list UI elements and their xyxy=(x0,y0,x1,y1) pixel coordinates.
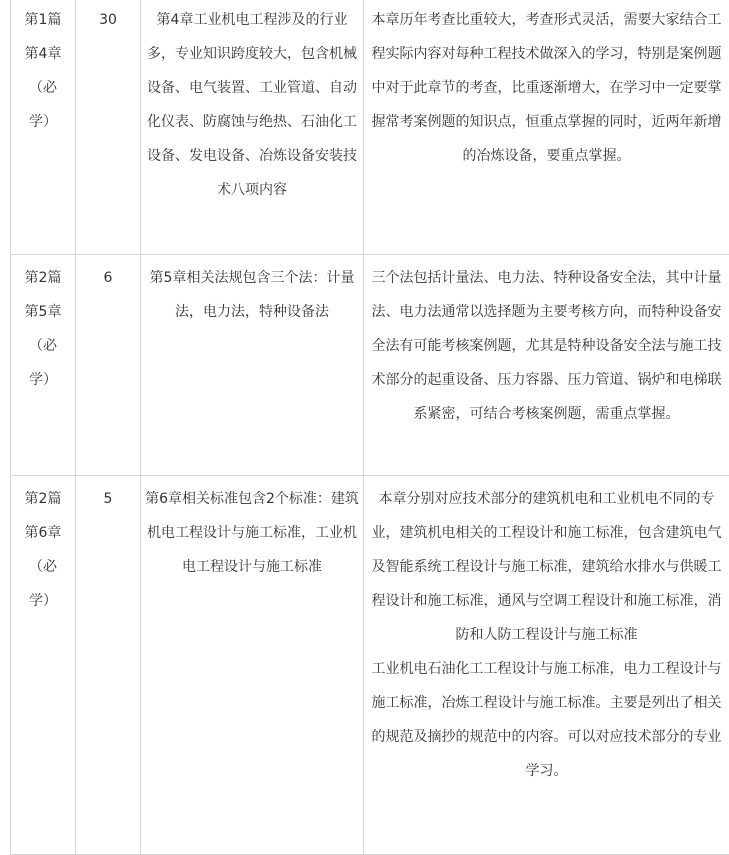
chapter-cell xyxy=(11,476,76,855)
chapter-line: 第2篇 xyxy=(15,482,71,516)
chapter-line: 学） xyxy=(15,584,71,618)
analysis-paragraph: 三个法包括计量法、电力法、特种设备安全法，其中计量法、电力法通常以选择题为主要考核方向，而特种设备安全法有可能考核案例题，尤其是特种设备安全法与施工技术部分的起重设备、压力容器、压力管道、锅炉和电梯联系紧密，可结合考核案例题，需重点掌握。 xyxy=(368,261,725,431)
chapter-line: （必 xyxy=(15,550,71,584)
analysis-cell xyxy=(364,255,729,476)
content-cell: 第5章相关法规包含三个法：计量法，电力法，特种设备法 xyxy=(141,255,364,476)
score-cell: 5 xyxy=(76,476,141,855)
chapter-line: 第5章 xyxy=(15,295,71,329)
analysis-paragraph: 工业机电石油化工工程设计与施工标准，电力工程设计与施工标准，冶炼工程设计与施工标准。主要是列出了相关的规范及摘抄的规范中的内容。可以对应技术部分的专业学习。 xyxy=(368,652,725,788)
analysis-paragraph: 本章历年考查比重较大，考查形式灵活，需要大家结合工程实际内容对每种工程技术做深入的学习，特别是案例题中对于此章节的考查，比重逐渐增大，在学习中一定要掌握常考案例题的知识点，恒重点掌握的同时，近两年新增的冶炼设备，要重点掌握。 xyxy=(368,3,725,173)
chapter-cell xyxy=(11,0,76,255)
content-cell: 第6章相关标准包含2个标准：建筑机电工程设计与施工标准，工业机电工程设计与施工标准 xyxy=(141,476,364,855)
chapter-line: 学） xyxy=(15,363,71,397)
chapter-line: 第1篇 xyxy=(15,3,71,37)
chapter-line: （必 xyxy=(15,329,71,363)
chapter-line: 第2篇 xyxy=(15,261,71,295)
table-row xyxy=(11,255,729,476)
analysis-cell xyxy=(364,476,729,855)
table-row xyxy=(11,0,729,255)
chapter-line: （必 xyxy=(15,71,71,105)
chapter-line: 学） xyxy=(15,105,71,139)
analysis-cell xyxy=(364,0,729,255)
score-cell: 30 xyxy=(76,0,141,255)
chapter-cell xyxy=(11,255,76,476)
analysis-paragraph: 本章分别对应技术部分的建筑机电和工业机电不同的专业，建筑机电相关的工程设计和施工标准，包含建筑电气及智能系统工程设计与施工标准，建筑给水排水与供暖工程设计和施工标准，通风与空调工程设计和施工标准，消防和人防工程设计与施工标准 xyxy=(368,482,725,652)
table-row xyxy=(11,476,729,855)
syllabus-table xyxy=(10,0,729,855)
content-cell: 第4章工业机电工程涉及的行业多，专业知识跨度较大，包含机械设备、电气装置、工业管道、自动化仪表、防腐蚀与绝热、石油化工设备、发电设备、冶炼设备安装技术八项内容 xyxy=(141,0,364,255)
score-cell: 6 xyxy=(76,255,141,476)
chapter-line: 第4章 xyxy=(15,37,71,71)
chapter-line: 第6章 xyxy=(15,516,71,550)
